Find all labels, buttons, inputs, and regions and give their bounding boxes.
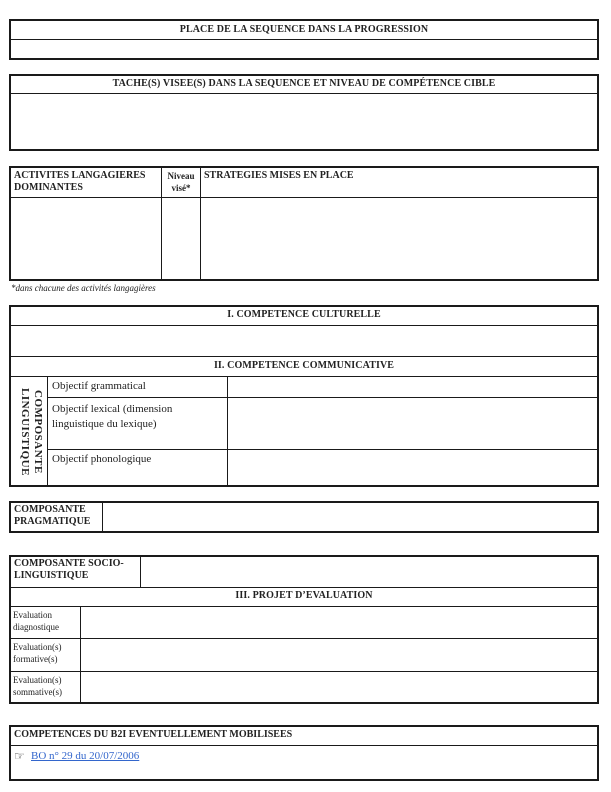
communicative-header-divider bbox=[9, 376, 599, 377]
objectif-grammatical: Objectif grammatical bbox=[52, 380, 146, 392]
bo-link[interactable]: BO n° 29 du 20/07/2006 bbox=[31, 750, 140, 762]
culturelle-title: I. COMPETENCE CULTURELLE bbox=[227, 309, 381, 320]
b2i-divider bbox=[9, 745, 599, 746]
pragmatique-divider bbox=[102, 501, 103, 533]
evaluation-diagnostique: Evaluation diagnostique bbox=[13, 610, 59, 632]
pointing-hand-icon: ☞ bbox=[14, 749, 25, 763]
pragmatique-label: COMPOSANTE PRAGMATIQUE bbox=[14, 504, 91, 527]
linguistique-row-divider-1 bbox=[47, 397, 599, 398]
taches-title: TACHE(S) VISEE(S) DANS LA SEQUENCE ET NIVEAU DE COMPÉTENCE CIBLE bbox=[112, 78, 496, 89]
composante-linguistique-label: COMPOSANTE LINGUISTIQUE bbox=[19, 388, 44, 476]
activites-col2-header: Niveau visé* bbox=[167, 171, 195, 193]
evaluation-formative: Evaluation(s) formative(s) bbox=[13, 642, 62, 664]
objectif-phonologique: Objectif phonologique bbox=[52, 453, 152, 465]
linguistique-row-divider-2 bbox=[47, 449, 599, 450]
socio-divider bbox=[140, 555, 141, 587]
activites-header-divider bbox=[9, 197, 599, 198]
activites-col1-header: ACTIVITES LANGAGIERES DOMINANTES bbox=[14, 170, 146, 193]
evaluation-header-divider bbox=[9, 606, 599, 607]
communicative-top-divider bbox=[9, 356, 599, 357]
activites-col-divider-2 bbox=[200, 166, 201, 281]
socio-bottom-divider bbox=[9, 587, 599, 588]
evaluation-row-divider-1 bbox=[9, 638, 599, 639]
evaluation-sommative: Evaluation(s) sommative(s) bbox=[13, 675, 62, 697]
taches-divider bbox=[9, 93, 599, 94]
objectif-lexical: Objectif lexical (dimension linguistique du lexique) bbox=[52, 403, 173, 430]
linguistique-value-divider bbox=[227, 376, 228, 487]
communicative-title: II. COMPETENCE COMMUNICATIVE bbox=[213, 360, 395, 371]
evaluation-title: III. PROJET D’EVALUATION bbox=[235, 590, 373, 601]
place-title: PLACE DE LA SEQUENCE DANS LA PROGRESSION bbox=[179, 24, 429, 35]
evaluation-label-divider bbox=[80, 606, 81, 704]
activites-col3-header: STRATEGIES MISES EN PLACE bbox=[204, 170, 354, 181]
socio-label: COMPOSANTE SOCIO-LINGUISTIQUE bbox=[14, 558, 124, 581]
activites-footnote: *dans chacune des activités langagières bbox=[11, 283, 156, 293]
evaluation-row-divider-2 bbox=[9, 671, 599, 672]
linguistique-side-divider bbox=[47, 376, 48, 487]
activites-col-divider-1 bbox=[161, 166, 162, 281]
b2i-title: COMPETENCES DU B2I EVENTUELLEMENT MOBILISEES bbox=[14, 729, 293, 740]
culturelle-divider bbox=[9, 325, 599, 326]
place-divider bbox=[9, 39, 599, 40]
